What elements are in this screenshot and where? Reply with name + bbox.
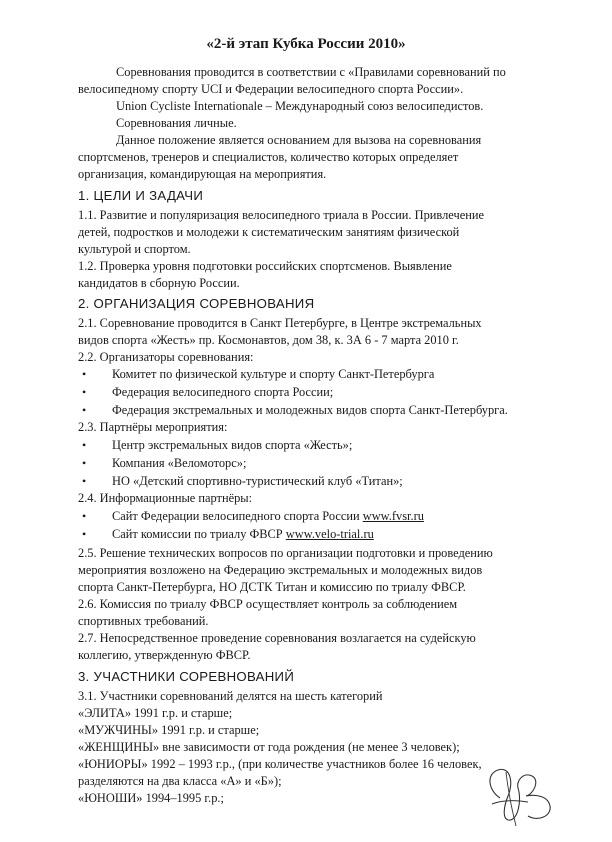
- fvsr-link[interactable]: www.fvsr.ru: [362, 509, 424, 523]
- bullet-icon: •: [82, 474, 87, 488]
- signature-icon: [478, 760, 560, 830]
- section2-line: 2.7. Непосредственное проведение соревнования возлагается на судейскую: [78, 631, 476, 645]
- bullet-icon: •: [82, 527, 87, 541]
- section3-line: «ЮНОШИ» 1994–1995 г.р.;: [78, 791, 224, 805]
- section-heading-organization: 2. ОРГАНИЗАЦИЯ СОРЕВНОВАНИЯ: [78, 296, 315, 311]
- info-partner-label: Сайт комиссии по триалу ФВСР: [112, 527, 286, 541]
- section2-line: коллегию, утвержденную ФВСР.: [78, 648, 251, 662]
- info-partner-item: [112, 526, 374, 543]
- section2-line: 2.3. Партнёры мероприятия:: [78, 420, 228, 434]
- info-partner-label: Сайт Федерации велосипедного спорта России: [112, 509, 363, 523]
- partner-item: Компания «Веломоторс»;: [112, 456, 247, 470]
- document-title: «2-й этап Кубка России 2010»: [206, 36, 406, 52]
- intro-line: Соревнования личные.: [116, 116, 237, 130]
- section3-line: «ЭЛИТА» 1991 г.р. и старше;: [78, 706, 233, 720]
- intro-line: Соревнования проводится в соответствии с «Правилами соревнований по: [116, 65, 506, 79]
- bullet-icon: •: [82, 385, 87, 399]
- velo-trial-link[interactable]: www.velo-trial.ru: [285, 527, 374, 541]
- intro-line: Данное положение является основанием для вызова на соревнования: [116, 133, 482, 147]
- section3-line: 3.1. Участники соревнований делятся на шесть категорий: [78, 689, 383, 703]
- section1-line: 1.1. Развитие и популяризация велосипедного триала в России. Привлечение: [78, 208, 484, 222]
- section2-line: 2.6. Комиссия по триалу ФВСР осуществляет контроль за соблюдением: [78, 597, 458, 611]
- info-partner-item: [112, 508, 424, 525]
- bullet-icon: •: [82, 367, 87, 381]
- section-heading-participants: 3. УЧАСТНИКИ СОРЕВНОВАНИЙ: [78, 669, 295, 684]
- intro-line: организация, командирующая на мероприятия.: [78, 167, 327, 181]
- bullet-icon: •: [82, 509, 87, 523]
- section2-line: спорта Санкт-Петербурга, НО ДСТК Титан и комиссию по триалу ФВСР.: [78, 580, 466, 594]
- section2-line: 2.4. Информационные партнёры:: [78, 491, 253, 505]
- section2-line: 2.5. Решение технических вопросов по организации подготовки и проведению: [78, 546, 493, 560]
- section1-line: 1.2. Проверка уровня подготовки российских спортсменов. Выявление: [78, 259, 452, 273]
- section-heading-goals: 1. ЦЕЛИ И ЗАДАЧИ: [78, 188, 204, 203]
- section2-line: 2.1. Соревнование проводится в Санкт Петербурге, в Центре экстремальных: [78, 316, 482, 330]
- section3-line: «МУЖЧИНЫ» 1991 г.р. и старше;: [78, 723, 260, 737]
- section1-line: культурой и спортом.: [78, 242, 191, 256]
- organizer-item: Федерация экстремальных и молодежных видов спорта Санкт-Петербурга.: [112, 403, 508, 417]
- section2-line: видов спорта «Жесть» пр. Космонавтов, дом 38, к. 3А 6 - 7 марта 2010 г.: [78, 333, 459, 347]
- bullet-icon: •: [82, 403, 87, 417]
- section3-line: «ЮНИОРЫ» 1992 – 1993 г.р., (при количестве участников более 16 человек,: [78, 757, 482, 771]
- section1-line: кандидатов в сборную России.: [78, 276, 240, 290]
- section2-line: спортивных требований.: [78, 614, 209, 628]
- bullet-icon: •: [82, 438, 87, 452]
- bullet-icon: •: [82, 456, 87, 470]
- organizer-item: Федерация велосипедного спорта России;: [112, 385, 334, 399]
- section3-line: разделяются на два класса «А» и «Б»);: [78, 774, 282, 788]
- organizer-item: Комитет по физической культуре и спорту Санкт-Петербурга: [112, 367, 435, 381]
- section1-line: детей, подростков и молодежи к систематическим занятиям физической: [78, 225, 460, 239]
- section2-line: 2.2. Организаторы соревнования:: [78, 350, 254, 364]
- section2-line: мероприятия возложено на Федерацию экстремальных и молодежных видов: [78, 563, 483, 577]
- intro-line: Union Cycliste Internationale – Международный союз велосипедистов.: [116, 99, 484, 113]
- intro-line: спортсменов, тренеров и специалистов, количество которых определяет: [78, 150, 459, 164]
- partner-item: НО «Детский спортивно-туристический клуб «Титан»;: [112, 474, 403, 488]
- partner-item: Центр экстремальных видов спорта «Жесть»;: [112, 438, 353, 452]
- section3-line: «ЖЕНЩИНЫ» вне зависимости от года рождения (не менее 3 человек);: [78, 740, 460, 754]
- intro-line: велосипедному спорту UCI и Федерации велосипедного спорта России».: [78, 82, 464, 96]
